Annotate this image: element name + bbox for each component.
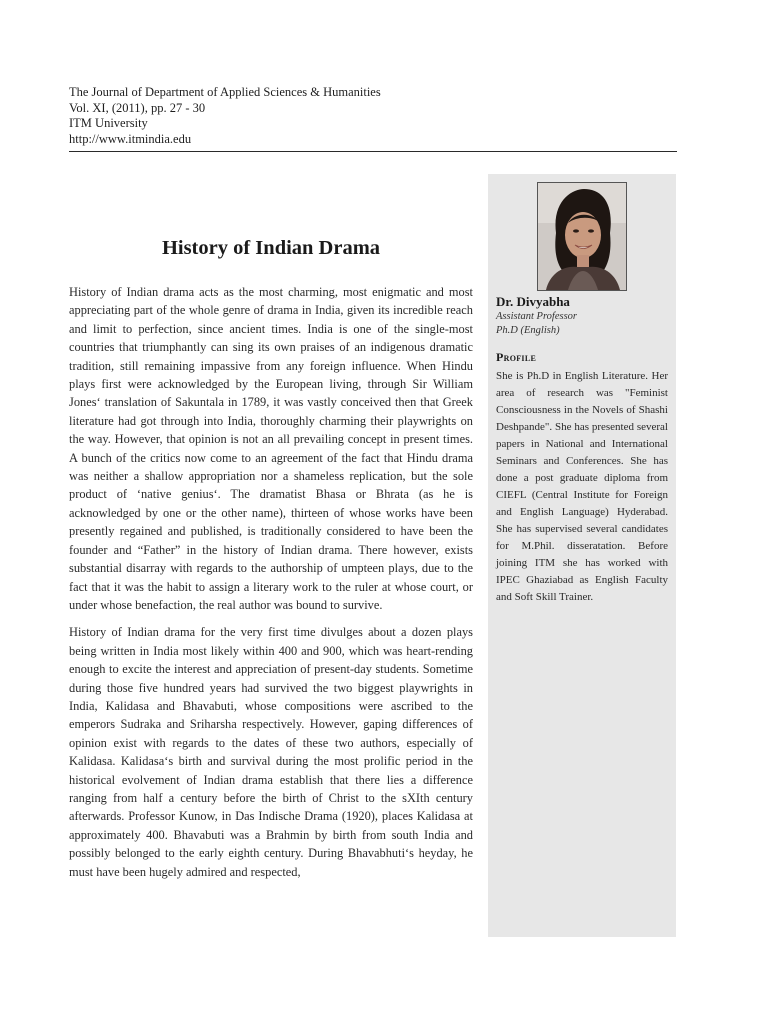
article-body — [69, 283, 473, 890]
university-name: ITM University — [69, 116, 148, 130]
journal-name: The Journal of Department of Applied Sciences & Humanities — [69, 85, 381, 99]
journal-url[interactable]: http://www.itmindia.edu — [69, 131, 192, 146]
author-photo — [537, 182, 627, 291]
author-profile-sidebar — [488, 174, 676, 937]
article-title: History of Indian Drama — [161, 237, 381, 259]
journal-volume: Vol. XI, (2011), pp. 27 - 30 — [69, 100, 206, 115]
author-degree: Ph.D (English) — [496, 325, 560, 336]
header-divider — [69, 151, 677, 152]
author-bio: She is Ph.D in English Literature. Her area of research was "Feminist Consciousness in the Novels of Shashi Deshpande". She has presented several papers in National and International Seminars and Conferences. She has done a post graduate diploma from CIEFL (Central Institute for Foreign and English Language) Hyderabad. She has supervised several candidates for M.Phil. disseratation. Before joining ITM she has worked with IPEC Ghaziabad as English Faculty and Soft Skill Trainer. — [496, 370, 668, 603]
author-role: Assistant Professor — [496, 311, 577, 322]
author-portrait-image — [538, 183, 626, 290]
article-paragraph-2: History of Indian drama for the very first time divulges about a dozen plays being written in India most likely within 400 and 900, which was heart-rending enough to excite the interest and appreciation of present-day students. Sometime during those five hundred years had survived the two biggest playwrights in India, Kalidasa and Bhavabuti, whose compositions were ascribed to the emperors Sudraka and Sriharsha respectively. However, gaping differences of opinion exist with regards to the dates of these two authors, especially of Kalidasa. Kalidasa‘s birth and survival during the most prolific period in the historical evolvement of Indian drama establish that there lies a difference ranging from half a century before the birth of Christ to the sXIth century afterwards. Professor Kunow, in Das Indische Drama (1920), places Kalidasa at approximately 400. Bhavabuti was a Brahmin by birth from south India and possibly belonged to the early eighth century. During Bhavabhuti‘s heyday, he must have been hugely admired and respected, — [69, 625, 473, 879]
author-name: Dr. Divyabha — [496, 294, 570, 309]
profile-heading: Profile — [496, 350, 537, 364]
article-paragraph-1: History of Indian drama acts as the most charming, most enigmatic and most appreciating part of the whole genre of drama in India, given its incredible reach and limit to perfection, since ancient times. India is one of the single-most countries that triumphantly can sing its own praises of an indigenous dramatic tradition, still remaining impassive from any foreign influence. When Hindu plays first were acknowledged by the European living, through Sir William Jones‘ translation of Sakuntala in 1789, it was vastly conceived then that Greek literature had got through into India, thoroughly charming their playwrights on the way. However, that opinion is not an all prevailing concept in present times. A bunch of the critics now come to an agreement of the fact that Hindu drama was neither a shallow appropriation nor a shameless replication, but the sole product of ‘native genius‘. The dramatist Bhasa or Bhrata (as he is acknowledged by one or the other name), thirteen of whose works have been presently regained and published, is traditionally considered to have been the founder and “Father” in the history of Indian drama. There however, exists substantial disarray with regards to the authorship of umpteen plays, due to the fact that it was the habit to assign a literary work to the ruler at whose court, or under whose benefaction, the real author was bound to survive. — [69, 285, 473, 612]
journal-header — [69, 85, 677, 147]
